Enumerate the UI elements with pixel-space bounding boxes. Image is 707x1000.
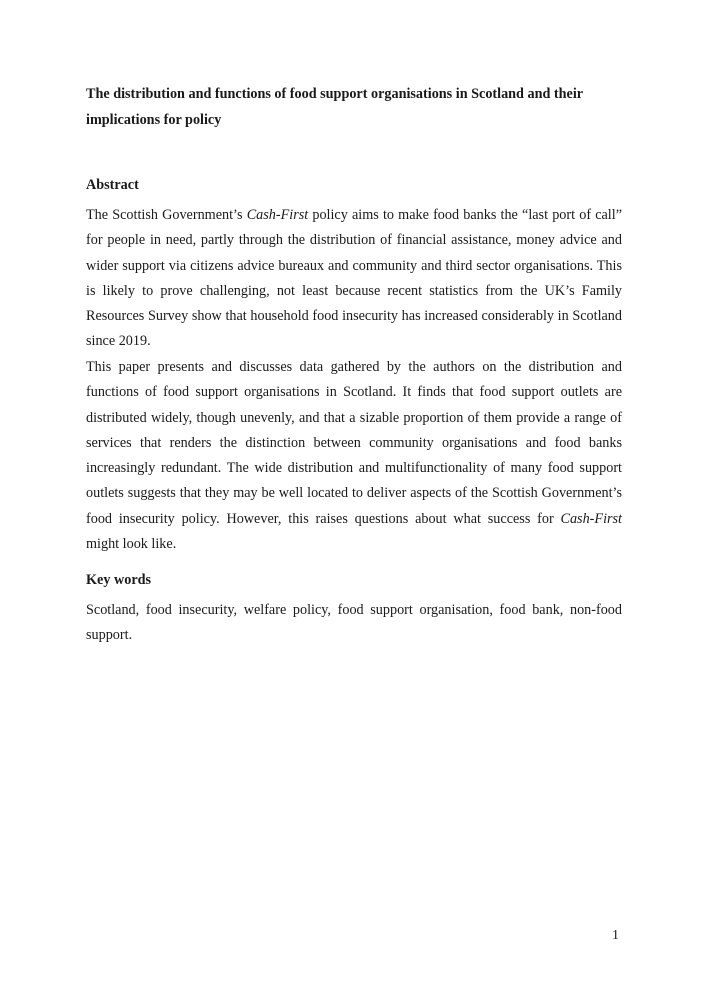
keywords-text: Scotland, food insecurity, welfare policy, food support organisation, food bank, non-food support. — [86, 602, 622, 644]
abstract-paragraph-1 — [86, 203, 622, 355]
abstract-heading: Abstract — [86, 177, 139, 193]
abstract-p2-policy-name: Cash-First — [560, 510, 622, 527]
abstract-p2-text-end: might look like. — [86, 536, 177, 553]
abstract-p1-text-start: The Scottish Government’s — [86, 207, 247, 223]
keywords-heading: Key words — [86, 572, 152, 588]
abstract-p2-text-start: This paper presents and discusses data gathered by the authors on the distribution and functions of food support organisations in Scotland. It finds that food support outlets are distributed widely, though unevenly, and that a sizable proportion of them provide a range of services that renders the distinction between community organisations and food banks increasingly redundant. The wide distribution and multifunctionality of many food support outlets suggests that they may be well located to deliver aspects of the Scottish Government’s food insecurity policy. However, this raises questions about what success for — [86, 359, 622, 527]
page-number: 1 — [612, 928, 619, 943]
abstract-p1-text-end: policy aims to make food banks the “last port of call” for people in need, partly through the distribution of financial assistance, money advice and wider support via citizens advice bureaux and community and third sector organisations. This is likely to prove challenging, not least because recent statistics from the UK’s Family Resources Survey show that household food insecurity has increased considerably in Scotland since 2019. — [86, 207, 622, 350]
paper-title: The distribution and functions of food support organisations in Scotland and their implications for policy — [86, 86, 583, 128]
abstract-p1-policy-name: Cash-First — [246, 207, 309, 223]
abstract-paragraph-2 — [86, 355, 622, 557]
